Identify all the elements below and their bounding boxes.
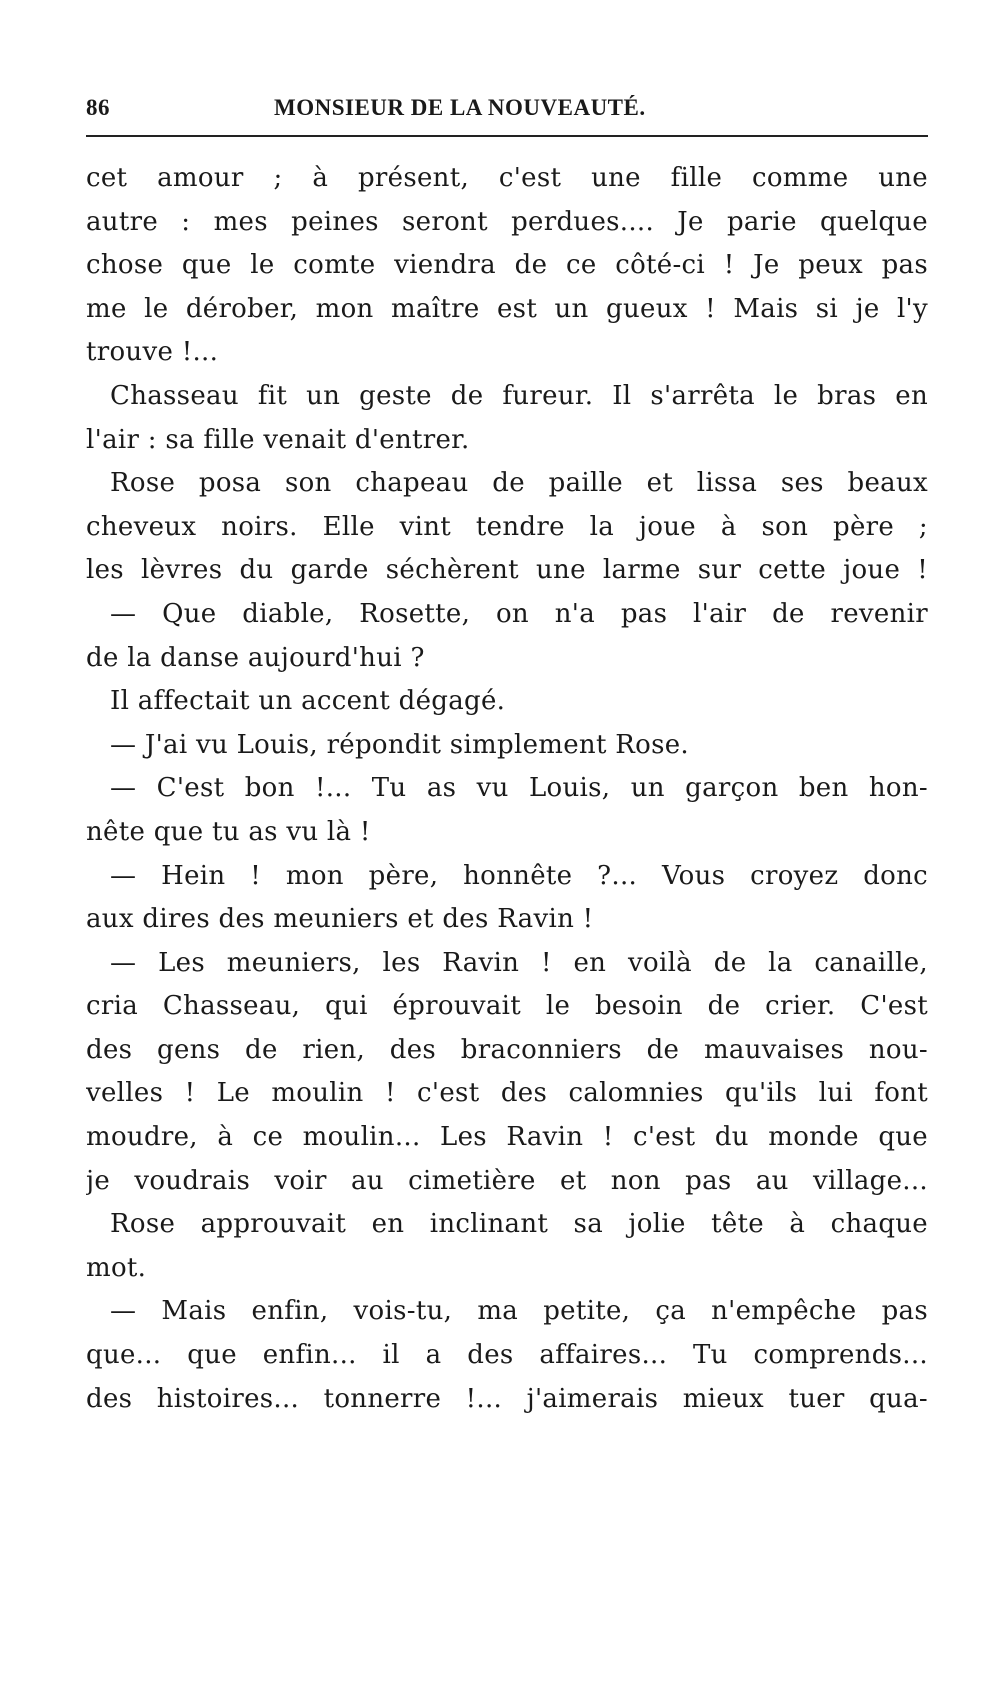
text-line: — Hein ! mon père, honnête ?... Vous croyez donc bbox=[110, 860, 928, 891]
text-line: cria Chasseau, qui éprouvait le besoin de crier. C'est bbox=[86, 991, 928, 1022]
body-text bbox=[86, 157, 928, 1421]
text-line: cheveux noirs. Elle vint tendre la joue à son père ; bbox=[86, 511, 928, 542]
running-title: MONSIEUR DE LA NOUVEAUTÉ. bbox=[274, 95, 646, 120]
text-line: chose que le comte viendra de ce côté-ci ! Je peux pas bbox=[86, 250, 928, 281]
text-line: des histoires... tonnerre !... j'aimerais mieux tuer qua- bbox=[86, 1383, 928, 1414]
text-line: nête que tu as vu là ! bbox=[86, 816, 371, 847]
text-line: Rose approuvait en inclinant sa jolie tête à chaque bbox=[110, 1209, 928, 1240]
page-number: 86 bbox=[86, 95, 110, 120]
text-line: autre : mes peines seront perdues.... Je parie quelque bbox=[86, 206, 928, 237]
text-line: de la danse aujourd'hui ? bbox=[86, 642, 425, 673]
text-line: trouve !... bbox=[86, 337, 219, 368]
text-line: que... que enfin... il a des affaires... Tu comprends... bbox=[86, 1340, 928, 1371]
text-line: aux dires des meuniers et des Ravin ! bbox=[86, 904, 594, 935]
text-line: — J'ai vu Louis, répondit simplement Rose. bbox=[110, 729, 689, 760]
text-line: — Les meuniers, les Ravin ! en voilà de la canaille, bbox=[110, 947, 928, 978]
text-line: — Que diable, Rosette, on n'a pas l'air de revenir bbox=[110, 598, 928, 629]
text-line: — Mais enfin, vois-tu, ma petite, ça n'empêche pas bbox=[110, 1296, 928, 1327]
text-line: Il affectait un accent dégagé. bbox=[110, 686, 506, 717]
text-line: moudre, à ce moulin... Les Ravin ! c'est du monde que bbox=[86, 1122, 928, 1153]
text-line: cet amour ; à présent, c'est une fille comme une bbox=[86, 163, 928, 193]
text-line: Chasseau fit un geste de fureur. Il s'arrêta le bras en bbox=[110, 380, 928, 411]
text-line: mot. bbox=[86, 1252, 147, 1283]
text-line: l'air : sa fille venait d'entrer. bbox=[86, 424, 470, 455]
text-line: les lèvres du garde séchèrent une larme sur cette joue ! bbox=[86, 555, 928, 586]
page-header bbox=[86, 95, 928, 129]
text-line: des gens de rien, des braconniers de mauvaises nou- bbox=[86, 1034, 928, 1065]
text-line: velles ! Le moulin ! c'est des calomnies qu'ils lui font bbox=[86, 1078, 928, 1109]
text-line: — C'est bon !... Tu as vu Louis, un garçon ben hon- bbox=[110, 773, 928, 804]
header-rule bbox=[86, 135, 928, 137]
text-line: me le dérober, mon maître est un gueux ! Mais si je l'y bbox=[86, 293, 928, 324]
text-line: je voudrais voir au cimetière et non pas au village... bbox=[86, 1165, 928, 1196]
text-line: Rose posa son chapeau de paille et lissa ses beaux bbox=[110, 468, 928, 499]
book-page bbox=[86, 95, 928, 1414]
